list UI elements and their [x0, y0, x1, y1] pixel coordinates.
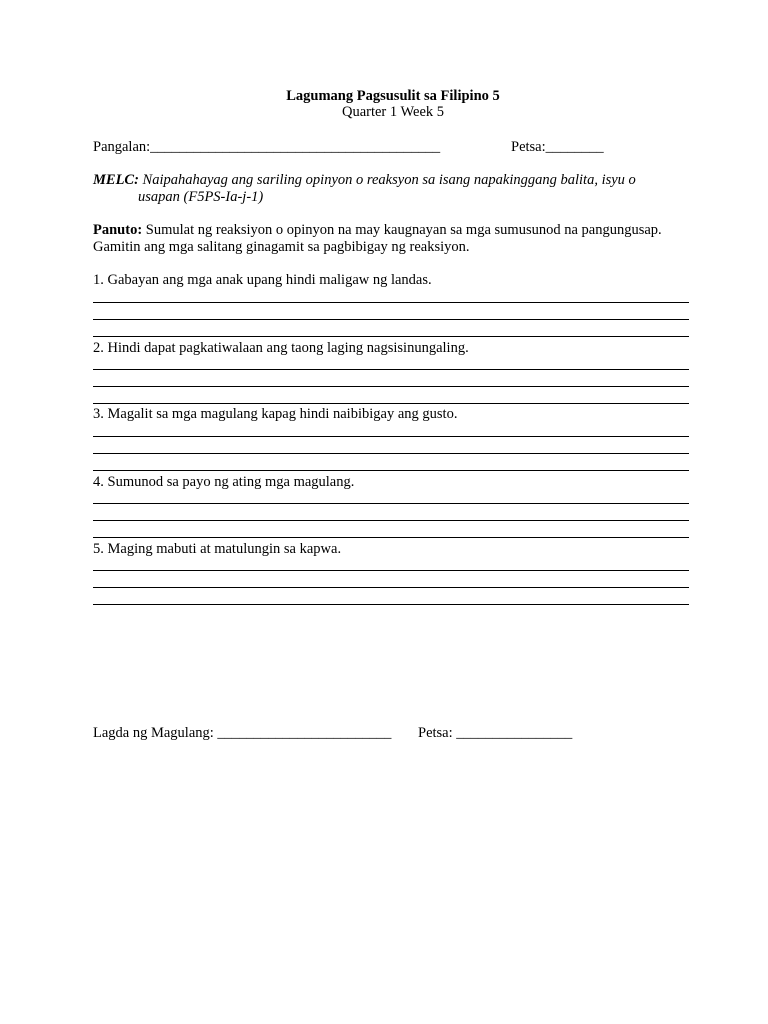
answer-line[interactable] — [93, 587, 689, 588]
melc-text-line1: Naipahahayag ang sariling opinyon o reaksyon sa isang napakinggang balita, isyu o — [138, 172, 636, 188]
date-field[interactable]: Petsa:________ — [511, 139, 604, 155]
answer-line[interactable] — [93, 604, 689, 605]
melc-text-line2: usapan (F5PS-Ia-j-1) — [138, 189, 264, 205]
instructions-label: Panuto: — [93, 222, 143, 238]
question-3: 3. Magalit sa mga magulang kapag hindi naibibigay ang gusto. — [93, 406, 458, 422]
answer-line[interactable] — [93, 436, 689, 437]
answer-line[interactable] — [93, 470, 689, 471]
question-1: 1. Gabayan ang mga anak upang hindi maligaw ng landas. — [93, 272, 432, 288]
parent-signature-field[interactable]: Lagda ng Magulang: ________________________ — [93, 725, 392, 741]
melc-statement — [93, 172, 693, 206]
signature-date-field[interactable]: Petsa: ________________ — [418, 725, 573, 741]
answer-line[interactable] — [93, 386, 689, 387]
question-4: 4. Sumunod sa payo ng ating mga magulang. — [93, 474, 355, 490]
answer-line[interactable] — [93, 453, 689, 454]
worksheet-subtitle: Quarter 1 Week 5 — [341, 104, 445, 120]
question-2: 2. Hindi dapat pagkatiwalaan ang taong laging nagsisinungaling. — [93, 340, 469, 356]
name-field[interactable]: Pangalan:________________________________________ — [93, 139, 441, 155]
melc-label: MELC: — [93, 172, 139, 188]
answer-line[interactable] — [93, 403, 689, 404]
answer-line[interactable] — [93, 503, 689, 504]
answer-line[interactable] — [93, 520, 689, 521]
answer-line[interactable] — [93, 319, 689, 320]
answer-line[interactable] — [93, 302, 689, 303]
question-5: 5. Maging mabuti at matulungin sa kapwa. — [93, 541, 342, 557]
answer-line[interactable] — [93, 537, 689, 538]
answer-line[interactable] — [93, 570, 689, 571]
worksheet-title: Lagumang Pagsusulit sa Filipino 5 — [286, 88, 500, 104]
answer-line[interactable] — [93, 369, 689, 370]
answer-line[interactable] — [93, 336, 689, 337]
instructions-text: Sumulat ng reaksiyon o opinyon na may kaugnayan sa mga sumusunod na pangungusap. Gamitin ang mga salitang ginagamit sa pagbibigay ng reaksiyon. — [93, 222, 662, 255]
instructions — [93, 222, 693, 256]
